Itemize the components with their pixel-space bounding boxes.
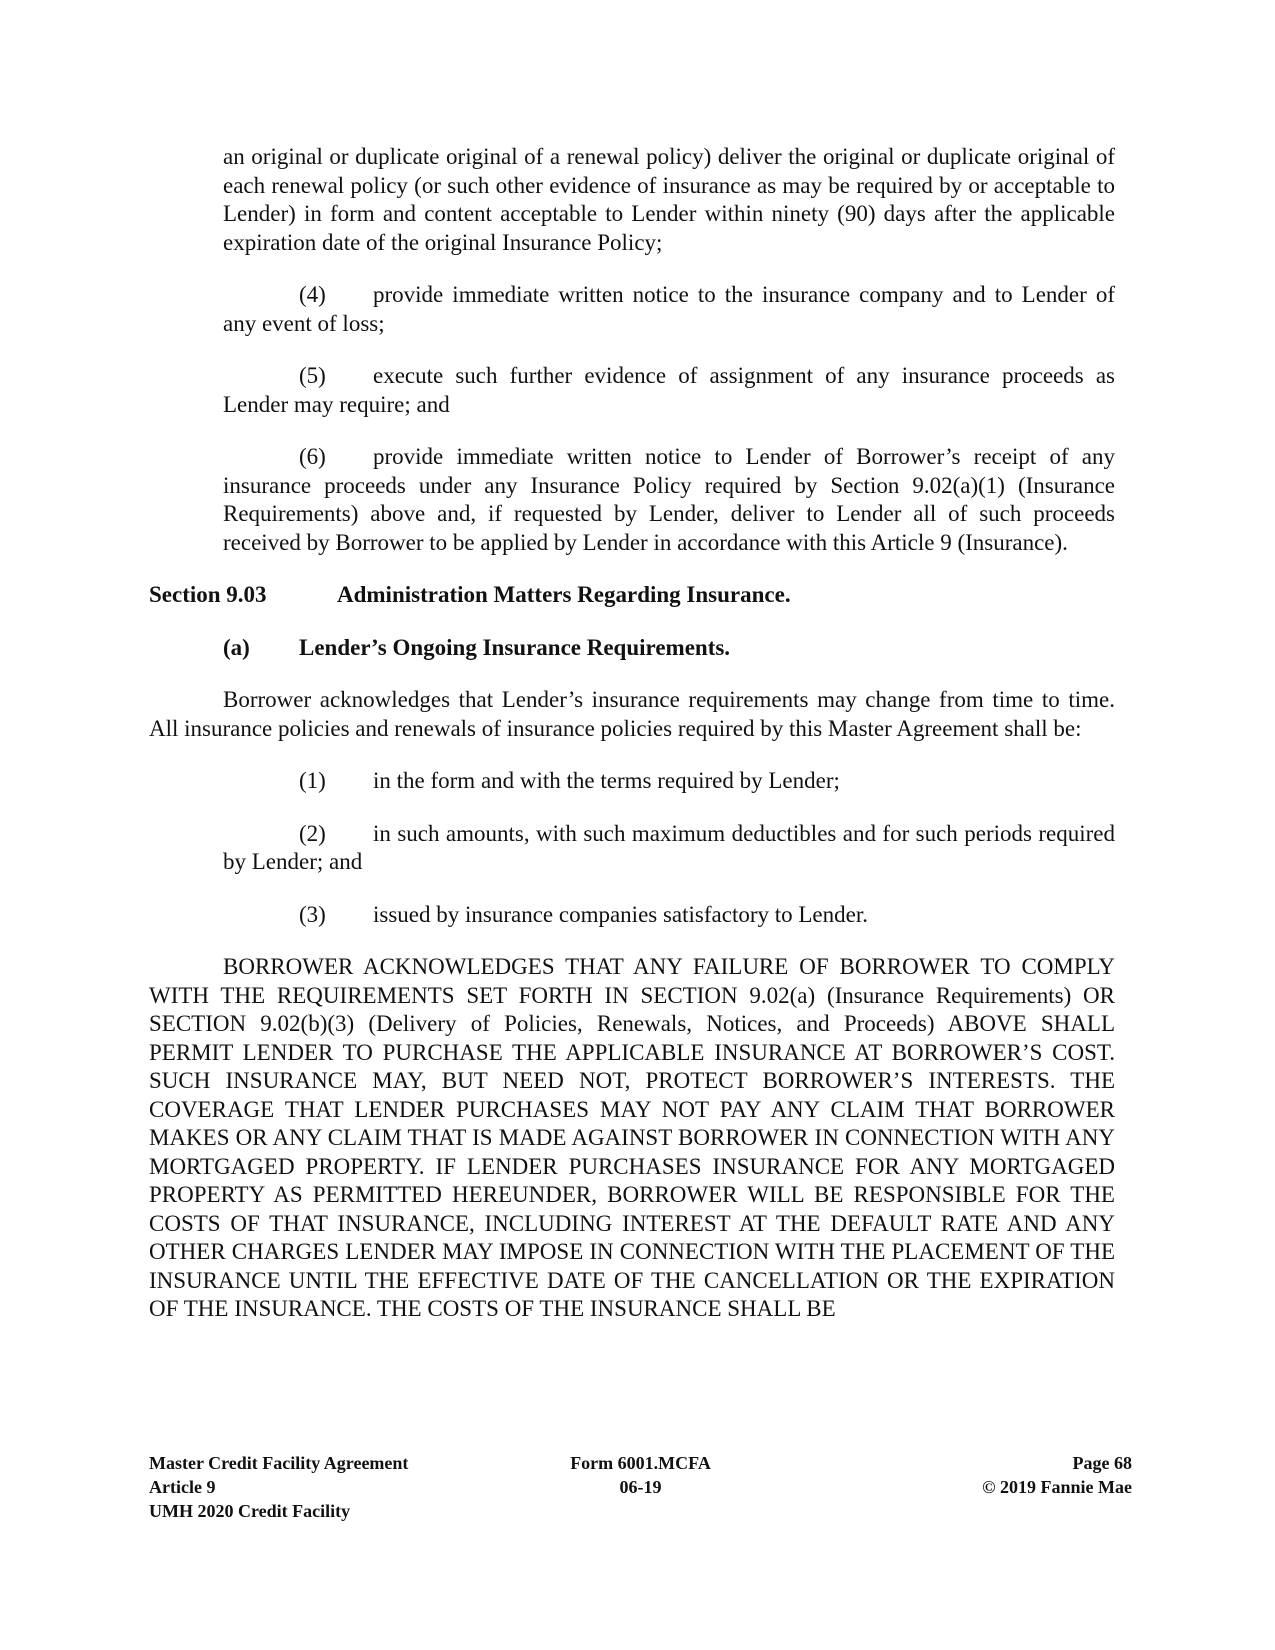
intro-paragraph: Borrower acknowledges that Lender’s insurance requirements may change from time to time. All insurance policies and renewals of insurance policies required by this Master Agreement shall be: <box>149 687 1115 741</box>
footer-right <box>982 1451 1132 1499</box>
footer-copyright: © 2019 Fannie Mae <box>982 1477 1132 1497</box>
footer-page-number: Page 68 <box>1072 1453 1132 1473</box>
list-item-number: (3) <box>299 901 326 927</box>
list-item-5 <box>223 362 1115 419</box>
document-body <box>149 143 1115 1324</box>
footer-agreement-name: Master Credit Facility Agreement <box>149 1453 409 1473</box>
list-item-number: (5) <box>299 363 326 388</box>
list-item-3 <box>149 901 1115 930</box>
subsection-title: Lender’s Ongoing Insurance Requirements. <box>299 634 731 660</box>
subsection-number: (a) <box>223 634 250 660</box>
list-item-number: (6) <box>299 444 326 469</box>
subsection-heading <box>223 634 1115 663</box>
footer-form-number: Form 6001.MCFA <box>570 1453 711 1473</box>
list-item-1 <box>149 767 1115 796</box>
footer-facility-name: UMH 2020 Credit Facility <box>149 1501 351 1521</box>
list-item-text: in the form and with the terms required by Lender; <box>373 768 840 793</box>
continuation-paragraph: an original or duplicate original of a renewal policy) deliver the original or duplicate original of each renewal policy (or such other evidence of insurance as may be required by or acceptable to Lender) in form and content acceptable to Lender within ninety (90) days after the applicable expiration date of the original Insurance Policy; <box>223 144 1115 255</box>
list-item-number: (2) <box>299 820 326 846</box>
list-item-number: (1) <box>299 768 326 793</box>
section-title: Administration Matters Regarding Insurance. <box>337 582 791 607</box>
section-heading <box>149 581 1115 610</box>
list-item-number: (4) <box>299 282 326 307</box>
list-item-4 <box>223 281 1115 338</box>
list-item-6 <box>223 443 1115 557</box>
footer-form-date: 06-19 <box>619 1477 662 1497</box>
list-item-text: in such amounts, with such maximum deductibles and for such periods required by Lender; and <box>223 820 1115 874</box>
list-item-text: provide immediate written notice to the insurance company and to Lender of any event of loss; <box>223 282 1115 336</box>
list-item-2 <box>223 820 1115 877</box>
section-number: Section 9.03 <box>149 582 267 607</box>
list-item-text: execute such further evidence of assignment of any insurance proceeds as Lender may require; and <box>223 363 1115 417</box>
list-item-text: provide immediate written notice to Lender of Borrower’s receipt of any insurance proceeds under any Insurance Policy required by Section 9.02(a)(1) (Insurance Requirements) above and, if requested by Lender, deliver to Lender all of such proceeds received by Borrower to be applied by Lender in accordance with this Article 9 (Insurance). <box>223 444 1115 555</box>
footer-article: Article 9 <box>149 1477 216 1497</box>
list-item-text: issued by insurance companies satisfactory to Lender. <box>373 901 868 927</box>
capitalized-disclaimer-paragraph: BORROWER ACKNOWLEDGES THAT ANY FAILURE OF BORROWER TO COMPLY WITH THE REQUIREMENTS SET FORTH IN SECTION 9.02(a) (Insurance Requirements) OR SECTION 9.02(b)(3) (Delivery of Policies, Renewals, Notices, and Proceeds) ABOVE SHALL PERMIT LENDER TO PURCHASE THE APPLICABLE INSURANCE AT BORROWER’S COST. SUCH INSURANCE MAY, BUT NEED NOT, PROTECT BORROWER’S INTERESTS. THE COVERAGE THAT LENDER PURCHASES MAY NOT PAY ANY CLAIM THAT BORROWER MAKES OR ANY CLAIM THAT IS MADE AGAINST BORROWER IN CONNECTION WITH ANY MORTGAGED PROPERTY. IF LENDER PURCHASES INSURANCE FOR ANY MORTGAGED PROPERTY AS PERMITTED HEREUNDER, BORROWER WILL BE RESPONSIBLE FOR THE COSTS OF THAT INSURANCE, INCLUDING INTEREST AT THE DEFAULT RATE AND ANY OTHER CHARGES LENDER MAY IMPOSE IN CONNECTION WITH THE PLACEMENT OF THE INSURANCE UNTIL THE EFFECTIVE DATE OF THE CANCELLATION OR THE EXPIRATION OF THE INSURANCE. THE COSTS OF THE INSURANCE SHALL BE <box>149 954 1115 1321</box>
